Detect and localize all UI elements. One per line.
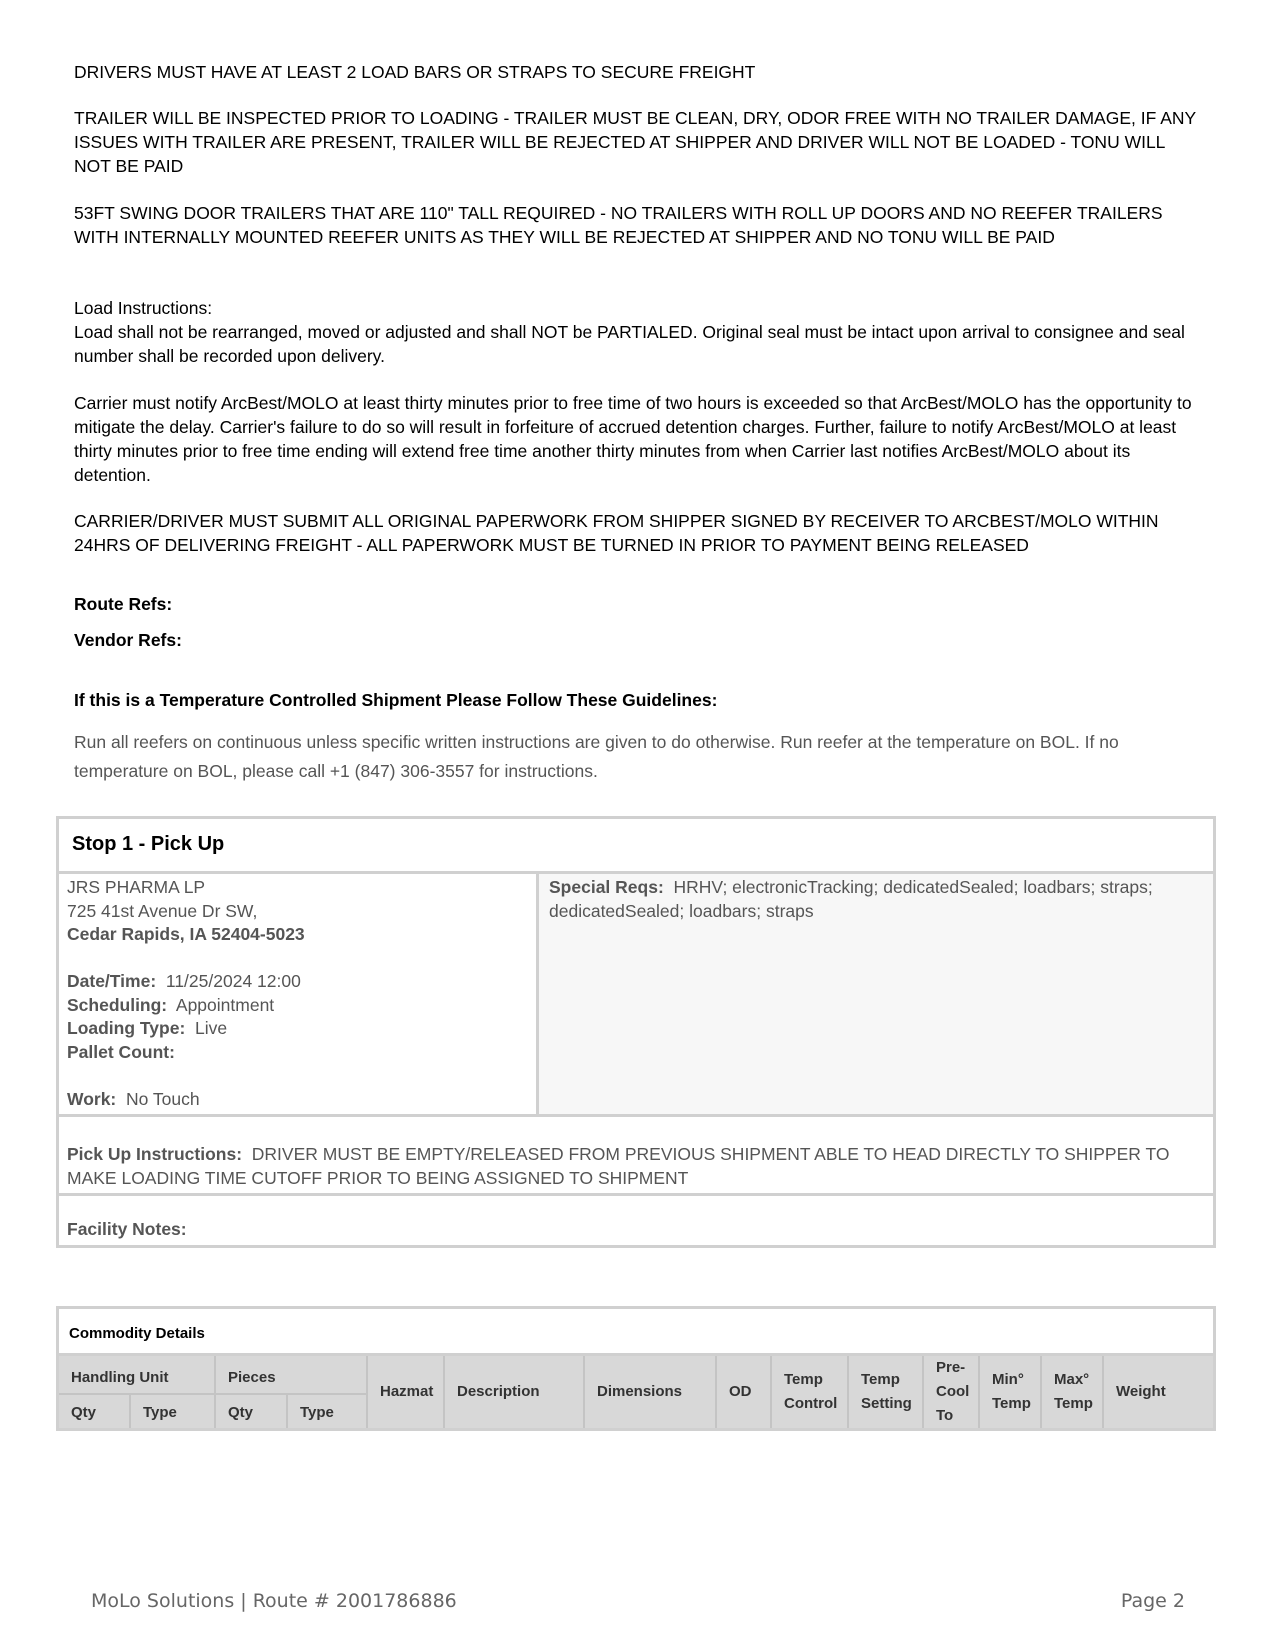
datetime-label: Date/Time: xyxy=(67,971,157,991)
commodity-title: Commodity Details xyxy=(59,1309,1213,1356)
stop-title: Stop 1 - Pick Up xyxy=(59,819,1213,874)
loading-type-label: Loading Type: xyxy=(67,1018,186,1038)
header-dimensions: Dimensions xyxy=(585,1356,717,1428)
work-label: Work: xyxy=(67,1088,117,1109)
header-hu-qty: Qty xyxy=(59,1395,131,1428)
header-description: Description xyxy=(445,1356,585,1428)
stop-1-box xyxy=(56,816,1216,1248)
pickup-instructions xyxy=(59,1114,1213,1196)
facility-notes-label: Facility Notes: xyxy=(67,1219,187,1239)
special-reqs-panel xyxy=(539,874,1213,1114)
header-pieces-type: Type xyxy=(288,1395,368,1428)
header-handling-unit: Handling Unit xyxy=(59,1356,216,1395)
datetime-value: 11/25/2024 12:00 xyxy=(165,971,301,991)
header-temp-setting: Temp Setting xyxy=(849,1356,924,1428)
header-min-temp: Min° Temp xyxy=(980,1356,1042,1428)
header-pre-cool: Pre-Cool To xyxy=(924,1356,980,1428)
vendor-refs-label: Vendor Refs: xyxy=(74,630,182,650)
temperature-guidelines-heading: If this is a Temperature Controlled Shipment Please Follow These Guidelines: xyxy=(74,690,718,710)
header-weight: Weight xyxy=(1104,1356,1213,1428)
header-hazmat: Hazmat xyxy=(368,1356,445,1428)
trailer-requirements-notice: 53FT SWING DOOR TRAILERS THAT ARE 110" TALL REQUIRED - NO TRAILERS WITH ROLL UP DOORS AND NO REEFER TRAILERS WITH INTERNALLY MOUNTED REEFER UNITS AS THEY WILL BE REJECTED AT SHIPPER AND NO TONU WILL BE PAID xyxy=(74,203,1163,247)
route-refs-label: Route Refs: xyxy=(74,594,173,614)
trailer-inspection-notice: TRAILER WILL BE INSPECTED PRIOR TO LOADING - TRAILER MUST BE CLEAN, DRY, ODOR FREE WITH NO TRAILER DAMAGE, IF ANY ISSUES WITH TRAILER ARE PRESENT, TRAILER WILL BE REJECTED AT SHIPPER AND DRIVER WILL NOT BE LOADED - TONU WILL NOT BE PAID xyxy=(74,108,1196,176)
work-value: No Touch xyxy=(126,1088,200,1109)
header-od: OD xyxy=(717,1356,772,1428)
scheduling-label: Scheduling: xyxy=(67,994,168,1015)
city-state-zip: Cedar Rapids, IA 52404-5023 xyxy=(67,924,305,944)
paperwork-notice: CARRIER/DRIVER MUST SUBMIT ALL ORIGINAL PAPERWORK FROM SHIPPER SIGNED BY RECEIVER TO ARCBEST/MOLO WITHIN 24HRS OF DELIVERING FREIGHT - ALL PAPERWORK MUST BE TURNED IN PRIOR TO PAYMENT BEING RELEASED xyxy=(74,511,1159,555)
commodity-details-table xyxy=(56,1306,1216,1431)
header-pieces: Pieces xyxy=(216,1356,368,1395)
company-name: JRS PHARMA LP xyxy=(67,877,206,897)
special-reqs-label: Special Reqs: xyxy=(549,877,664,897)
special-reqs-value: HRHV; electronicTracking; dedicatedSealed; loadbars; straps; dedicatedSealed; loadbars; straps xyxy=(549,877,1153,921)
loading-type-value: Live xyxy=(195,1018,228,1038)
load-instructions-label: Load Instructions: xyxy=(74,298,213,318)
street-address: 725 41st Avenue Dr SW, xyxy=(67,900,258,921)
header-temp-control: Temp Control xyxy=(772,1356,849,1428)
driver-loadbars-notice: DRIVERS MUST HAVE AT LEAST 2 LOAD BARS OR STRAPS TO SECURE FREIGHT xyxy=(74,62,756,82)
pickup-instructions-value: DRIVER MUST BE EMPTY/RELEASED FROM PREVIOUS SHIPMENT ABLE TO HEAD DIRECTLY TO SHIPPER TO MAKE LOADING TIME CUTOFF PRIOR TO BEING ASSIGNED TO SHIPMENT xyxy=(67,1144,1170,1188)
pickup-instructions-label: Pick Up Instructions: xyxy=(67,1144,243,1164)
header-hu-type: Type xyxy=(131,1395,216,1428)
detention-notice: Carrier must notify ArcBest/MOLO at least thirty minutes prior to free time of two hours is exceeded so that ArcBest/MOLO has the opportunity to mitigate the delay. Carrier's failure to do so will result in forfeiture of accrued detention charges. Further, failure to notify ArcBest/MOLO at least thirty minutes prior to free time ending will extend free time another thirty minutes from when Carrier last notifies ArcBest/MOLO about its detention. xyxy=(74,393,1192,485)
stop-details xyxy=(59,874,539,1114)
footer-page-number: Page 2 xyxy=(1120,1590,1185,1612)
header-pieces-qty: Qty xyxy=(216,1395,288,1428)
scheduling-value: Appointment xyxy=(175,994,275,1015)
pallet-count-label: Pallet Count: xyxy=(67,1041,175,1062)
load-instructions-text: Load shall not be rearranged, moved or adjusted and shall NOT be PARTIALED. Original seal must be intact upon arrival to consignee and seal number shall be recorded upon delivery. xyxy=(74,322,1185,366)
temperature-guidelines-text: Run all reefers on continuous unless specific written instructions are given to do otherwise. Run reefer at the temperature on BOL. If no temperature on BOL, please call +1 (847) 306-3557 for instructions. xyxy=(74,732,1119,781)
footer-route: MoLo Solutions | Route # 2001786886 xyxy=(91,1590,457,1612)
header-max-temp: Max° Temp xyxy=(1042,1356,1104,1428)
